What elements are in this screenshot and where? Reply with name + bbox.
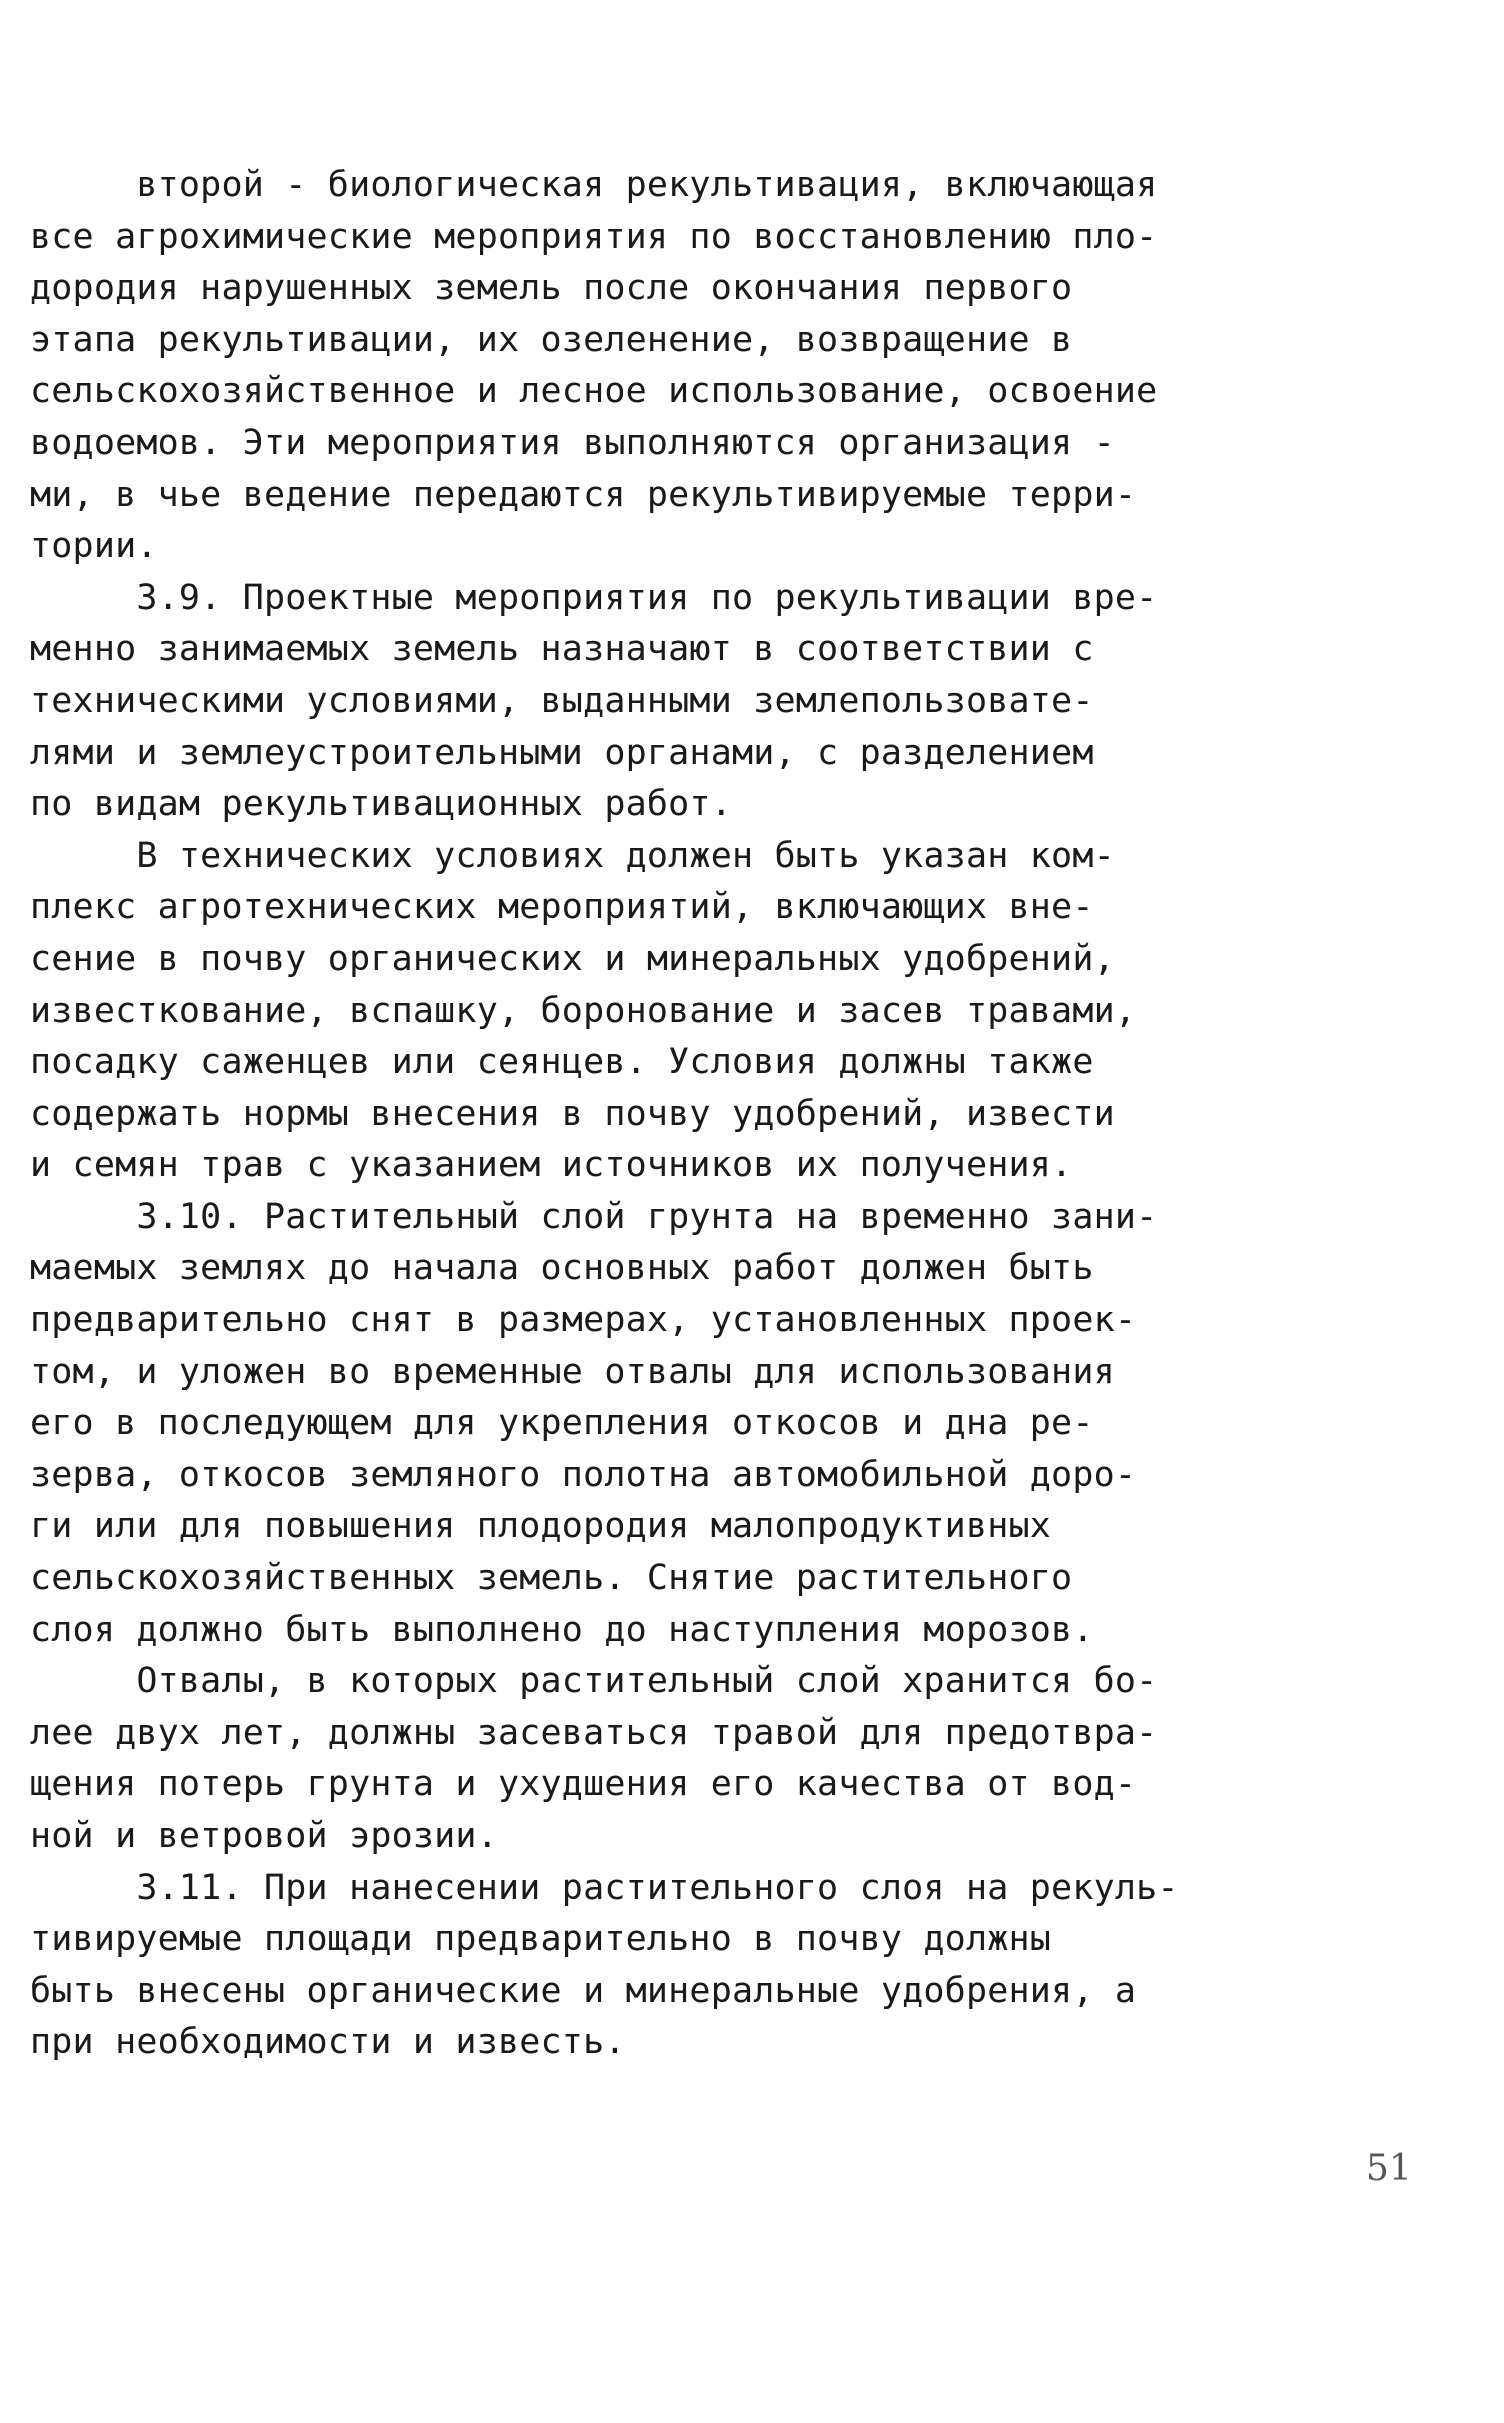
text-line: при необходимости и известь. (30, 2022, 626, 2063)
text-line: его в последующем для укрепления откосов и дна ре- (30, 1403, 1094, 1444)
text-line: сельскохозяйственных земель. Снятие растительного (30, 1558, 1073, 1599)
text-line: быть внесены органические и минеральные удобрения, а (30, 1970, 1137, 2011)
text-line: дородия нарушенных земель после окончания первого (30, 268, 1073, 309)
text-line: ги или для повышения плодородия малопродуктивных (30, 1506, 1052, 1547)
text-line: техническими условиями, выданными землепользовате- (30, 680, 1094, 721)
text-line: плекс агротехнических мероприятий, включающих вне- (30, 887, 1094, 928)
text-line: сение в почву органических и минеральных удобрений, (30, 938, 1115, 979)
text-line: зерва, откосов земляного полотна автомобильной доро- (30, 1454, 1137, 1495)
text-line: содержать нормы внесения в почву удобрений, извести (30, 1093, 1115, 1134)
text-line: второй - биологическая рекультивация, включающая (30, 165, 1158, 205)
text-line: по видам рекультивационных работ. (30, 784, 732, 825)
text-line: водоемов. Эти мероприятия выполняются организация - (30, 422, 1115, 463)
text-line: менно занимаемых земель назначают в соответствии с (30, 629, 1094, 670)
text-line: предварительно снят в размерах, установленных проек- (30, 1300, 1137, 1341)
text-line: 3.11. При нанесении растительного слоя на рекуль- (30, 1867, 1179, 1908)
text-line: том, и уложен во временные отвалы для использования (30, 1351, 1115, 1392)
text-line: маемых землях до начала основных работ должен быть (30, 1248, 1094, 1289)
text-line: В технических условиях должен быть указан ком- (30, 835, 1115, 876)
text-line: Отвалы, в которых растительный слой хранится бо- (30, 1661, 1158, 1702)
text-line: сельскохозяйственное и лесное использование, освоение (30, 371, 1158, 412)
text-line: лями и землеустроительными органами, с разделением (30, 732, 1094, 773)
text-line: 3.10. Растительный слой грунта на временно зани- (30, 1196, 1158, 1237)
text-line: щения потерь грунта и ухудшения его качества от вод- (30, 1764, 1137, 1805)
text-line: лее двух лет, должны засеваться травой для предотвра- (30, 1712, 1158, 1753)
text-line: 3.9. Проектные мероприятия по рекультивации вре- (30, 577, 1158, 618)
text-line: тории. (30, 526, 158, 567)
text-line: ми, в чье ведение передаются рекультивируемые терри- (30, 474, 1137, 515)
text-line: посадку саженцев или сеянцев. Условия должны также (30, 1042, 1094, 1083)
text-line: и семян трав с указанием источников их получения. (30, 1145, 1073, 1186)
text-line: слоя должно быть выполнено до наступления морозов. (30, 1609, 1094, 1650)
text-line: ной и ветровой эрозии. (30, 1816, 498, 1856)
text-line: известкование, вспашку, боронование и засев травами, (30, 990, 1137, 1031)
page-number: 51 (1366, 2148, 1412, 2189)
text-line: тивируемые площади предварительно в почву должны (30, 1919, 1052, 1960)
text-line: все агрохимические мероприятия по восстановлению пло- (30, 216, 1158, 257)
text-line: этапа рекультивации, их озеленение, возвращение в (30, 319, 1073, 360)
body-text (30, 160, 1350, 2069)
